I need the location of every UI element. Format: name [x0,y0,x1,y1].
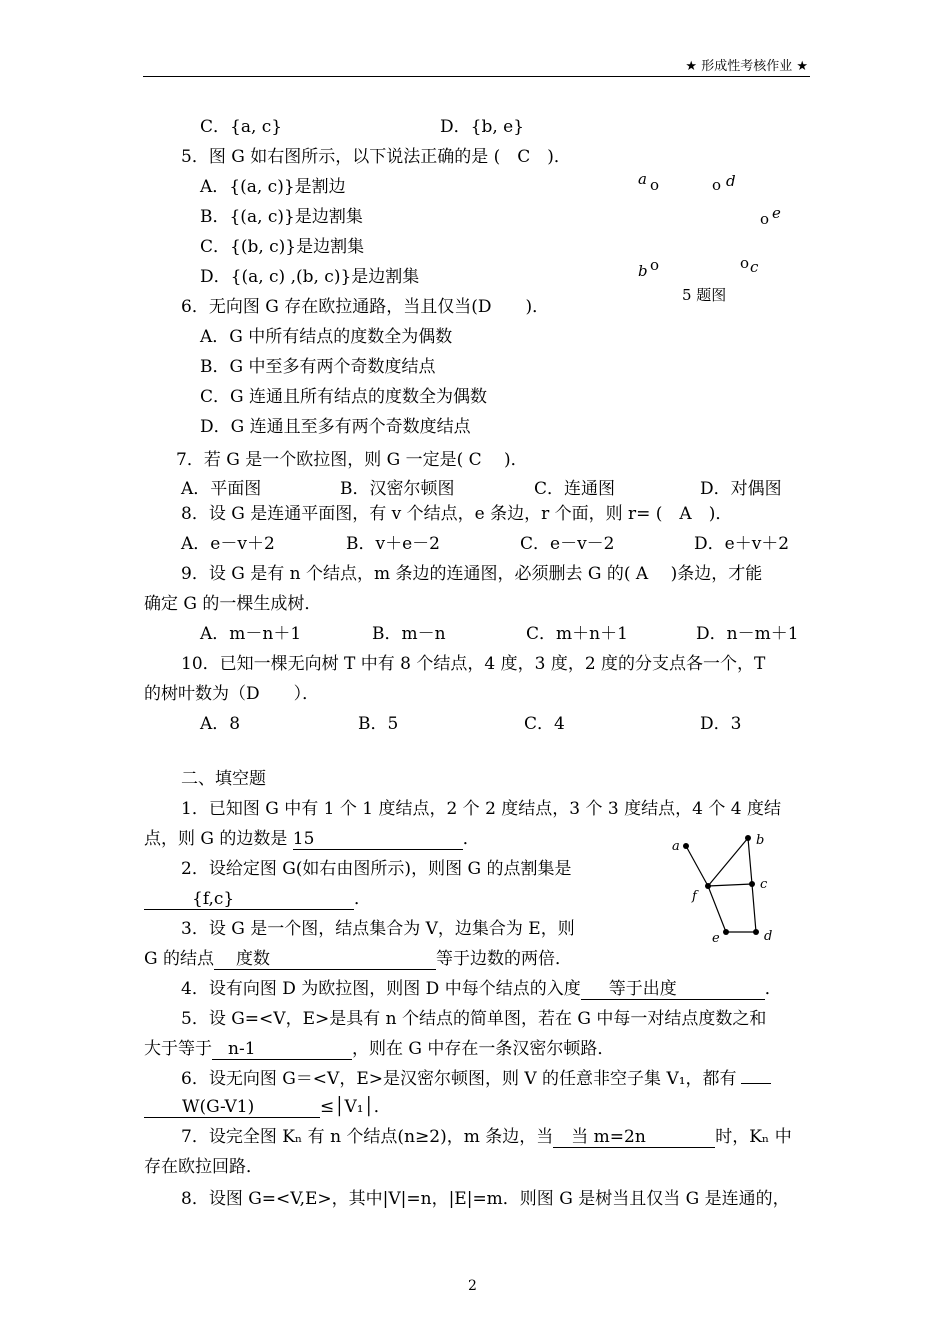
node-label-d: d [726,172,736,190]
node-label-e: e [712,931,720,946]
node-label-a: a [638,170,647,188]
figure-5-graph: a o o d o e b o o c [638,170,781,280]
text-line: A．8 [200,714,241,734]
text-line: 5．图 G 如右图所示，以下说法正确的是 ( C )． [181,147,571,167]
fill-q6-line2: W(G-V1) ≤│V₁│． [144,1096,391,1118]
answer-q5: n-1 [228,1039,256,1059]
text-line: 二、填空题 [181,769,266,789]
page-number: 2 [468,1278,477,1294]
fill-q2-line2: {f,c} ． [144,888,371,910]
fill-q3-line2: G 的结点 度数 等于边数的两倍． [144,949,572,969]
text-line: D．对偶图 [700,479,782,499]
figure-5-caption: 5 题图 [682,286,727,304]
node-label-b: b [638,262,648,280]
text-line: D．3 [700,714,742,734]
text-line: B．{(a, c)}是边割集 [200,207,363,227]
fill-q4: 4．设有向图 D 为欧拉图，则图 D 中每个结点的入度 等于出度 ． [181,979,782,999]
header-text: ★ 形成性考核作业 ★ [685,59,808,74]
text-line: B．m－n [372,624,446,644]
answer-q7: 当 m=2n [571,1127,646,1147]
node-label-c: c [750,258,759,276]
text-line: C．G 连通且所有结点的度数全为偶数 [200,387,487,407]
fill-q5-line2: 大于等于 n-1 ，则在 G 中存在一条汉密尔顿路． [144,1039,615,1059]
node-label-f: f [692,889,697,904]
fill-q1: 点，则 G 的边数是 15 ． [144,829,480,849]
fill-q2-line1: 2．设给定图 G(如右由图所示)，则图 G 的点割集是 [181,859,572,879]
answer-q6: W(G-V1) [182,1097,255,1117]
text-line: B．v＋e－2 [346,534,440,554]
text-line: A．{(a, c)}是割边 [200,177,346,197]
answer-q1: 15 [293,829,463,850]
text-line: 8．设 G 是连通平面图，有 v 个结点，e 条边，r 个面，则 r= ( A )． [181,504,733,524]
text-line: D．{b, e} [440,117,525,137]
answer-q3: 度数 [235,949,270,969]
fill-q5-line1: 5．设 G=<V，E>是具有 n 个结点的简单图，若在 G 中每一对结点度数之和 [181,1009,767,1029]
page-header [143,59,810,77]
fill-q6-line1: 6．设无向图 G＝<V，E>是汉密尔顿图，则 V 的任意非空子集 V₁，都有 [181,1068,771,1090]
node-label-d: d [764,929,773,944]
text-line: A．G 中所有结点的度数全为偶数 [200,327,453,347]
text-line: C．e－v－2 [520,534,615,554]
node-label-b: b [756,833,765,848]
text-line: D．n－m＋1 [696,624,799,644]
text-line: C．连通图 [534,479,616,499]
fill-q7-line1: 7．设完全图 Kₙ 有 n 个结点(n≥2)，m 条边，当 当 m=2n 时，Kₙ 中 [181,1127,792,1147]
answer-q2: {f,c} [192,889,235,909]
answer-q4: 等于出度 [608,979,677,999]
text-line: 10．已知一棵无向树 T 中有 8 个结点，4 度，3 度，2 度的分支点各一个，T [181,654,766,674]
text-line: D．{(a, c) ,(b, c)}是边割集 [200,267,420,287]
text-line: A．平面图 [181,479,262,499]
text-line: C．{(b, c)}是边割集 [200,237,365,257]
text-line: D．G 连通且至多有两个奇数度结点 [200,417,471,437]
text-line: 7．若 G 是一个欧拉图，则 G 一定是( C )． [176,450,528,470]
text-line: D．e＋v＋2 [694,534,790,554]
text-line: 6．无向图 G 存在欧拉通路，当且仅当(D )． [181,297,550,317]
text-line: B．汉密尔顿图 [340,479,455,499]
text-line: 9．设 G 是有 n 个结点，m 条边的连通图，必须删去 G 的( A )条边，才能 [181,564,763,584]
figure-fill2-graph [668,828,780,946]
node-label-e: e [772,204,781,222]
text-line: C．m＋n＋1 [526,624,628,644]
text-line: A．e－v＋2 [181,534,275,554]
fill-q7-line2: 存在欧拉回路． [144,1157,263,1177]
text-line: 确定 G 的一棵生成树． [144,594,322,614]
text-line: 的树叶数为（D ）． [144,684,320,704]
node-label-c: c [760,877,768,892]
text-line: C．{a, c} [200,117,283,137]
text-line: B．5 [358,714,399,734]
node-label-a: a [672,839,680,854]
fill-q8: 8．设图 G=<V,E>，其中|V|=n，|E|=m．则图 G 是树当且仅当 G 是连通的， [181,1189,790,1209]
text-line: C．4 [524,714,565,734]
fill-q3-line1: 3．设 G 是一个图，结点集合为 V，边集合为 E，则 [181,919,575,939]
text-line: 1．已知图 G 中有 1 个 1 度结点，2 个 2 度结点，3 个 3 度结点，4 个 4 度结 [181,799,781,819]
text-line: B．G 中至多有两个奇数度结点 [200,357,436,377]
text-line: A．m－n＋1 [200,624,302,644]
